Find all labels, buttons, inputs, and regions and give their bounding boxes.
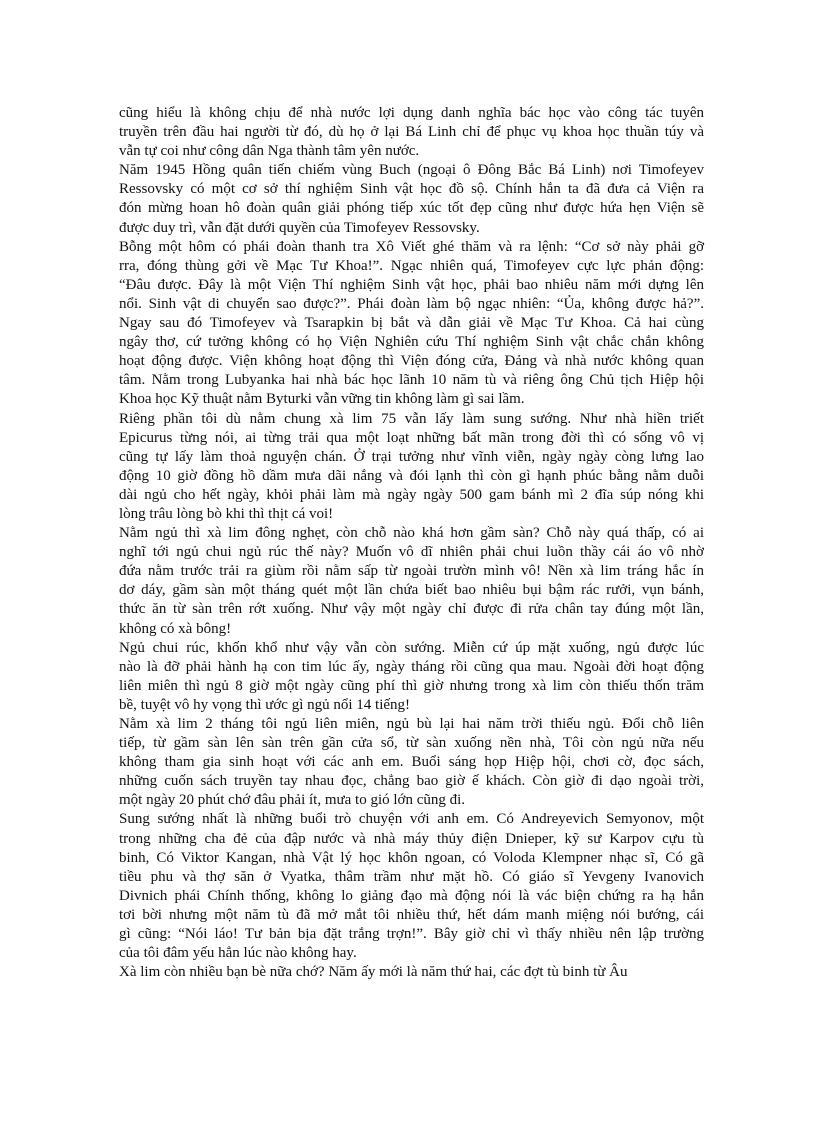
text-line: đứa nằm trước trải ra giùm rồi nằm sấp từ ngoài trườn mình vô! Nền xà lim tráng hắc ín	[119, 563, 704, 580]
paragraph	[119, 238, 704, 410]
text-line: Năm 1945 Hồng quân tiến chiếm vùng Buch (ngoại ô Đông Bắc Bá Linh) nơi Timofeyev	[119, 162, 704, 179]
text-line: truyền trên đầu hai người từ đó, dù họ ở lại Bá Linh chỉ để phục vụ khoa học thuần túy và	[119, 124, 704, 141]
text-line: tiếp, từ gầm sàn lên sàn trên gần cửa sổ, từ sàn xuống nền nhà, Tôi còn ngủ nữa nếu	[119, 735, 704, 752]
text-line: Ngủ chui rúc, khốn khổ như vậy vẫn còn sướng. Miễn cứ úp mặt xuống, ngủ được lúc	[119, 639, 704, 656]
text-line: tơi bời nhưng một năm tù đã mở mắt tôi nhiều thứ, hết dám manh miệng nói bướng, cái	[119, 906, 704, 923]
text-line: hoạt động được. Viện không hoạt động thì Viện đóng cửa, Đảng và nhà nước không quan	[119, 353, 704, 370]
text-line: một ngày 20 phút chớ đâu phải ít, mưa to gió lớn cũng đi.	[119, 792, 466, 809]
document-page	[119, 104, 704, 982]
paragraph	[119, 715, 704, 810]
text-line: liên miên thì ngủ 8 giờ một ngày cũng phí thì giờ nhưng trong xà lim còn thiếu thốn trăm	[119, 677, 704, 694]
text-line: nghĩ tới ngủ chui ngủ rúc thế này? Muốn vô dĩ nhiên phải chui luồn thầy cái áo vô nhờ	[119, 544, 704, 561]
text-line: vẫn tự coi như công dân Nga thành tâm yên nước.	[119, 143, 420, 160]
paragraph	[119, 410, 704, 525]
text-line: “Đâu được. Đây là một Viện Thí nghiệm Sinh vật học, phải bao nhiêu năm mới dựng lên	[119, 276, 704, 293]
text-line: ngây thơ, cứ tưởng không có họ Viện Nghiên cứu Thí nghiệm Sinh vật chắc chắn không	[119, 334, 704, 351]
text-line: được duy trì, vẫn đặt dưới quyền của Timofeyev Ressovsky.	[119, 219, 480, 236]
paragraph	[119, 161, 704, 237]
text-line: dài ngủ cho hết ngày, khỏi phải làm mà ngày ngày 500 gam bánh mì 2 đĩa súp nóng khi	[119, 486, 704, 503]
paragraph	[119, 524, 704, 639]
text-line: đón mừng hoan hô đoàn quân giải phóng tiếp xúc tốt đẹp cũng như được hứa hẹn Viện sẽ	[119, 200, 704, 217]
text-line: bề, tuyệt vô hy vọng thì ước gì ngủ nổi 14 tiếng!	[119, 696, 411, 713]
paragraph	[119, 810, 704, 963]
text-line: Khoa học Kỹ thuật nằm Byturki vẫn vững tin không làm gì sai lầm.	[119, 391, 525, 408]
text-line: Sung sướng nhất là những buổi trò chuyện với anh em. Có Andreyevich Semyonov, một	[119, 811, 704, 828]
text-line: những cuốn sách truyền tay nhau đọc, chẳng bao giờ ế khách. Còn giờ đi dạo ngoài trời,	[119, 773, 704, 790]
text-line: động 10 giờ đồng hồ dầm mưa dãi nắng và đói lạnh thì còn gì hạnh phúc bằng nằm duỗi	[119, 467, 704, 484]
text-line: lòng trâu lòng bò khi thì thịt cá voi!	[119, 505, 334, 522]
text-line: tâm. Nằm trong Lubyanka hai nhà bác học lãnh 10 năm tù và riêng ông Chủ tịch Hiệp hội	[119, 372, 704, 389]
text-line: cũng tự lấy làm thoả nguyện chán. Ở trại tưởng như vĩnh viễn, ngày ngày còng lưng lao	[119, 448, 704, 465]
paragraph	[119, 639, 704, 715]
text-line: của tôi đâm yếu hẳn lúc nào không hay.	[119, 945, 357, 962]
text-line: cũng hiểu là không chịu để nhà nước lợi dụng danh nghĩa bác học vào công tác tuyên	[119, 105, 704, 121]
text-line: binh, Có Viktor Kangan, nhà Vật lý học khôn ngoan, có Voloda Klempner nhạc sĩ, Có gã	[119, 849, 704, 866]
paragraph	[119, 104, 704, 161]
paragraph	[119, 963, 704, 982]
text-line: Divnich phái Chính thống, không lo giảng đạo mà động nói là vác biện chứng ra hạ hắn	[119, 887, 704, 904]
text-line: gì cũng: “Nói láo! Tư bản bịa đặt trắng trợn!”. Bây giờ chỉ vì thấy nhiều nên lập trường	[119, 926, 704, 943]
text-line: rra, đóng thùng gởi về Mạc Tư Khoa!”. Ngạc nhiên quá, Timofeyev cực lực phản động:	[119, 257, 704, 274]
text-line: Nằm ngủ thì xà lim đông nghẹt, còn chỗ nào khá hơn gầm sàn? Chỗ này quá thấp, có ai	[119, 525, 704, 542]
text-line: Ressovsky có một cơ sở thí nghiệm Sinh vật học đồ sộ. Chính hắn ta đã đưa cả Viện ra	[119, 181, 704, 198]
text-line: không tham gia sinh hoạt với các anh em. Buổi sáng họp Hiệp hội, chơi cờ, đọc sách,	[119, 754, 704, 771]
text-line: nổi. Sinh vật di chuyển sao được?”. Phái đoàn làm bộ ngạc nhiên: “Ủa, không được hả?”.	[119, 295, 704, 312]
text-line: Riêng phần tôi dù nằm chung xà lim 75 vẫn lấy làm sung sướng. Như nhà hiền triết	[119, 410, 704, 427]
text-line: Epicurus từng nói, ai từng trải qua một loạt những bất mãn trong đời thì có sống vô vị	[119, 429, 704, 446]
text-line: thức ăn từ sàn trên rớt xuống. Như vậy một ngày chỉ được đi rửa chân tay đúng một lần,	[119, 601, 704, 618]
text-line: trong những cha đẻ của đập nước và nhà máy thủy điện Dnieper, kỹ sư Karpov cựu tù	[119, 830, 704, 847]
text-line: Xà lim còn nhiều bạn bè nữa chớ? Năm ấy mới là năm thứ hai, các đợt tù binh từ Âu	[119, 964, 628, 981]
text-line: Ngay sau đó Timofeyev và Tsarapkin bị bắt và dẫn giải về Mạc Tư Khoa. Cả hai cùng	[119, 315, 704, 332]
text-line: Nằm xà lim 2 tháng tôi ngủ liên miên, ngủ bù lại hai năm trời thiếu ngủ. Đổi chỗ liên	[119, 716, 704, 732]
text-line: nào là đỡ phải hành hạ con tim lúc ấy, ngày tháng rồi cũng qua mau. Ngoài đời hoạt động	[119, 658, 704, 675]
text-line: không có xà bông!	[119, 620, 232, 637]
text-line: dơ dáy, gầm sàn một tháng quét một lần chứa biết bao nhiêu bụi bậm rác rưởi, vụn bánh,	[119, 582, 704, 599]
text-line: Bỗng một hôm có phái đoàn thanh tra Xô Viết ghé thăm và ra lệnh: “Cơ sở này phải gỡ	[119, 238, 704, 255]
text-line: tiều phu và thợ săn ở Vyatka, thâm trầm như mặt hồ. Có giáo sĩ Yevgeny Ivanovich	[119, 868, 704, 885]
